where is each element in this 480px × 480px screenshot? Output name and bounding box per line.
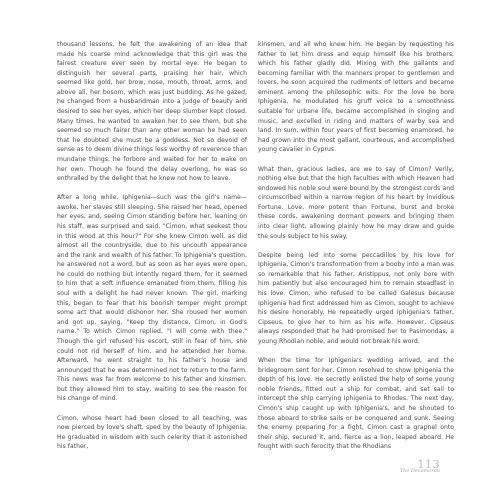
paragraph: When the time for Iphigenia's wedding arrived, and the bridegroom sent for her, Cimon resolved to show Iphigenia the depth of his love. He secretly enlisted the help of some young noble friends, fitted out a ship for combat, and set sail to intercept the ship carrying Iphigenia to Rhodes. The next day, Cimon's ship caught up with Iphigenia's, and he shouted to those aboard to strike sails or be conquered and sunk. Seeing the enemy preparing for a fight, Cimon cast a grapnel onto their ship, secured it, and, fierce as a lion, leaped aboard. He fought with such ferocity that the Rhodians: [258, 357, 454, 451]
running-title: The Decameron: [399, 468, 440, 474]
paragraph: thousand lessons, he felt the awakening of an idea that made his coarse mind acknowledge that this girl was the fairest creature ever seen by mortal eye. He began to distinguish her several parts, praising her hair, which seemed like gold, her brow, nose, mouth, throat, arms, and above all, her bosom, which was just budding. As he gazed, he changed from a husbandman into a judge of beauty and desired to see her eyes, which her deep slumber kept closed. Many times, he wanted to awaken her to see them, but she seemed so much fairer than any other woman he had seen that he doubted she must be a goddess. Not so devoid of sense as to deem divine things less worthy of reverence than mundane things, he forbore and waited for her to wake on her own. Though he found the delay overlong, he was so enthralled by the delight that he knew not how to leave.: [57, 41, 247, 183]
paragraph: Despite being led into some peccadillos by his love for Iphigenia, Cimon's transformation from a booby into a man was so remarkable that his father, Aristippus, not only bore with him patiently but also encouraged him to remain steadfast in his love. Cimon, who refused to be called Galesus because Iphigenia had first addressed him as Cimon, sought to achieve his desire honorably. He repeatedly urged Iphigenia's father, Cipseus, to give her to him as his wife. However, Cipseus always responded that he had promised her to Pasimondas, a young Rhodian noble, and would not break his word.: [258, 251, 454, 345]
right-text-column: [258, 40, 454, 452]
paragraph: kinsmen, and all who knew him. He began by requesting his father to let him dress and equip himself like his brothers, which his father gladly did. Mixing with the gallants and becoming familiar with the manners proper to gentlemen and lovers, he soon acquired the rudiments of letters and became eminent among the philosophic wits. For the love he bore Iphigenia, he modulated his gruff voice to a smoothness suitable for urbane life, became accomplished in singing and music, and excelled in riding and matters of warby sea and land. In sum, within four years of first becoming enamored, he had grown into the most gallant, courteous, and accomplished young cavalier in Cyprus.: [258, 41, 454, 154]
paragraph: After a long while, Iphigenia—such was the girl's name—awoke, her slaves still sleeping. She raised her head, opened her eyes, and, seeing Cimon standing before her, leaning on his staff, was surprised and said, "Cimon, what seekest thou in this wood at this hour?" For she knew Cimon well, as did almost all the countryside, due to his uncouth appearance and the rank and wealth of his father. To Iphigenia's question, he answered not a word, but as soon as her eyes were open, he could do nothing but intently regard them, for it seemed to him that a soft influence emanated from them, filling his soul with a delight he had never known. The girl, marking this, began to fear that his boorish temper might prompt some act that would dishonor her. She roused her women and got up, saying, "Keep thy distance, Cimon, in God's name." To which Cimon replied, "I will come with thee." Though the girl refused his escort, still in fear of him, she could not rid herself of him, and he attended her home. Afterward, he went straight to his father's house and announced that he was determined not to return to the farm. This news was far from welcome to his father and kinsmen, but they allowed him to stay, waiting to see the reason for his change of mind.: [57, 194, 247, 403]
page-number: 113: [417, 458, 440, 471]
paragraph: What then, gracious ladies, are we to say of Cimon? Verily, nothing else but that the high faculties with which Heaven had endowed his noble soul were bound by the strongest cords and circumscribed within a narrow region of his heart by invidious Fortune. Love, more potent than Fortune, burst and broke these cords, awakening dormant powers and bringing them into clear light, allowing plainly how he may draw and guide the souls subject to his sway.: [258, 165, 454, 240]
page-footer: [400, 458, 440, 474]
left-text-column: [57, 40, 247, 452]
paragraph: Cimon, whose heart had been closed to all teaching, was now pierced by love's shaft, sped by the beauty of Iphigenia. He graduated in wisdom with such celerity that it astonished his father,: [57, 414, 247, 451]
